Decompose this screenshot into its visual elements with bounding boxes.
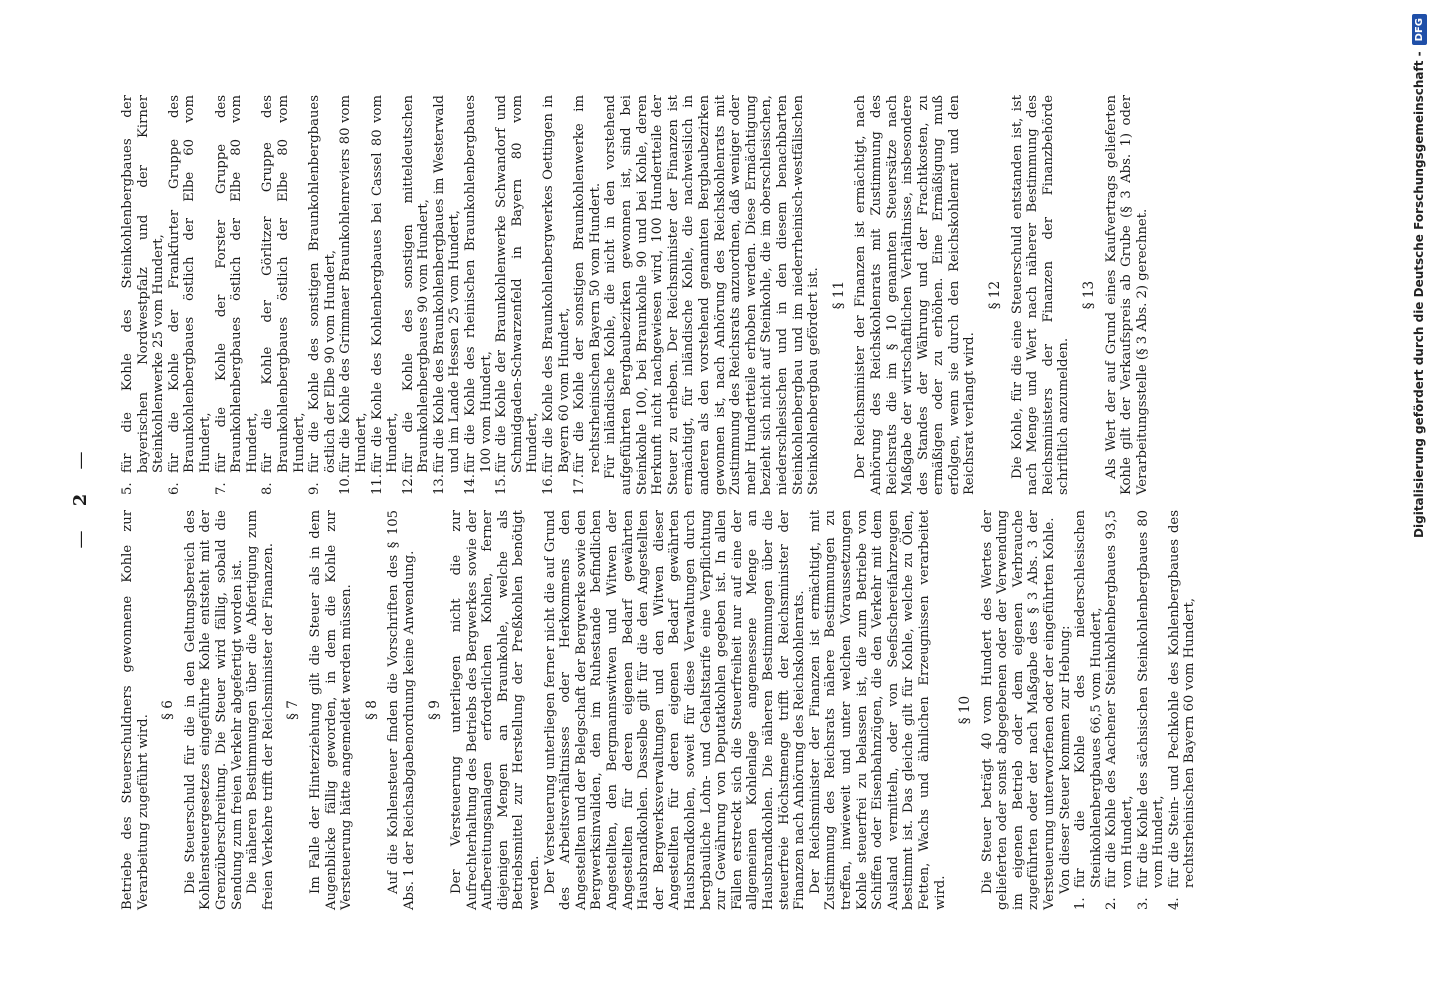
intro-paragraph: Betriebe des Steuerschuldners gewonnene Kohle zur Verarbeitung zugeführt wird.	[120, 510, 151, 910]
rate-list-right	[120, 95, 603, 495]
item-text: für die Kohle der Forster Gruppe des Braunkohlenbergbaues östlich der Elbe 80 vom Hundert,	[213, 95, 260, 473]
header-dash-right: —	[70, 451, 91, 470]
list-item	[1104, 510, 1135, 910]
item-number: 3.	[1135, 897, 1151, 910]
item-text: für die Kohle der Frankfurter Gruppe des Braunkohlenbergbaues östlich der Elbe 60 vom Hundert,	[166, 95, 213, 473]
section-9-para-3: Der Reichsminister der Finanzen ist ermächtigt, mit Zustimmung des Reichsrats nähere Bestimmungen zu treffen, inwieweit und unter welchen Voraussetzungen Kohle steuerfrei zu belassen ist, die zum Betriebe von Schiffen oder Eisenbahnzügen, die den Verkehr mit dem Ausland vermitteln, oder von Seefischereifahrzeugen bestimmt ist. Das gleiche gilt für Kohle, welche zu Ölen, Fetten, Wachs und ähnlichen Erzeugnissen verarbeitet wird.	[807, 510, 948, 910]
section-11-heading: § 11	[830, 280, 847, 310]
list-item	[432, 95, 463, 495]
item-text: für die Stein- und Pechkohle des Kohlenbergbaues des rechtsrheinischen Bayern 60 vom Hundert,	[1166, 510, 1198, 888]
list-item	[167, 95, 214, 495]
list-item	[463, 95, 494, 495]
item-text: für die Kohle des niederschlesischen Steinkohlenbergbaues 66,5 vom Hundert,	[1073, 510, 1104, 888]
item-number: 5.	[120, 482, 135, 495]
item-text: für die Kohle des Steinkohlenbergbaues der bayerischen Nordwestpfalz und der Kirner Steinkohlenwerke 25 vom Hundert,	[120, 95, 167, 473]
page-number: 2	[70, 493, 91, 507]
section-7-para-1: Im Falle der Hinterziehung gilt die Steuer als in dem Augenblicke fällig geworden, in dem die Kohle zur Versteuerung hätte angemeldet werden müssen.	[307, 510, 355, 910]
section-11-para-1: Der Reichsminister der Finanzen ist ermächtigt, nach Anhörung des Reichskohlenrats mit Zustimmung des Reichsrats die im § 10 genannten Steuersätze nach Maßgabe der wirtschaftlichen Verhältnisse, insbesondere des Standes der Währung und der Frachtkosten, zu ermäßigen oder zu erhöhen. Eine Ermäßigung muß erfolgen, wenn sie durch den Reichskohlenrat und den Reichsrat verlangt wird.	[853, 95, 978, 495]
section-7-heading: § 7	[285, 700, 302, 720]
section-9-heading: § 9	[426, 700, 443, 720]
list-item	[1136, 510, 1167, 910]
section-10-para-2: Von dieser Steuer kommen zur Hebung:	[1057, 625, 1073, 894]
item-text: für die Kohle des Kohlenbergbaues bei Cassel 80 vom Hundert,	[369, 95, 401, 473]
paragraph-after-list: Für inländische Kohle, die nicht in den vorstehend aufgeführten Bergbaubezirken gewonnen ist, sind bei Steinkohle 100, bei Braunkohle 90 und bei Kohle, deren Herkunft nicht nachgewiesen wird, 100 Hundertteile der Steuer zu erheben. Der Reichsminister der Finanzen ist ermächtigt, für inländische Kohle, die nachweislich in anderen als den vorstehend genannten Bergbaubezirken gewonnen ist, nach Anhörung des Reichskohlenrats mit Zustimmung des Reichsrats anzuordnen, daß weniger oder mehr Hundertteile erhoben werden. Diese Ermächtigung bezieht sich nicht auf Steinkohle, die im oberschlesischen, niederschlesischen und in den diesem benachbarten Steinkohlenbergbau und im niederrheinisch-westfälischen Steinkohlenbergbau gefördert ist.	[603, 95, 822, 495]
item-number: 14.	[463, 474, 479, 495]
item-number: 1.	[1073, 897, 1089, 910]
page-header	[70, 0, 100, 1000]
item-text: für die Kohle des rheinischen Braunkohlenbergbaues 100 vom Hundert,	[463, 95, 494, 473]
list-item	[338, 95, 369, 495]
list-item	[120, 95, 167, 495]
item-text: für die Kohle des sonstigen mitteldeutschen Braunkohlenbergbaues 90 vom Hundert,	[400, 95, 432, 473]
item-number: 10.	[338, 474, 354, 495]
item-number: 12.	[400, 474, 416, 495]
section-12-para-1: Die Kohle, für die eine Steuerschuld entstanden ist, ist nach Menge und Wert nach näherer Bestimmung des Reichsministers der Finanzen der Finanzbehörde schriftlich anzumelden.	[1009, 95, 1072, 495]
list-item	[541, 95, 572, 495]
list-item	[214, 95, 261, 495]
section-10-para-1: Die Steuer beträgt 40 vom Hundert des Wertes der gelieferten oder sonst abgegebenen oder der Verwendung im eigenen Betrieb oder dem eigenen Verbrauche zugeführten oder der nach Maßgabe des § 3 Abs. 3 der Versteuerung unterworfenen oder der eingeführten Kohle.	[979, 510, 1058, 910]
rate-list-left	[1073, 510, 1198, 910]
header-dash-left: —	[70, 530, 91, 549]
item-text: für die Kohle des sächsischen Steinkohlenbergbaues 80 vom Hundert,	[1135, 510, 1167, 888]
section-6-para-2: Die näheren Bestimmungen über die Abfertigung zum freien Verkehre trifft der Reichsminister der Finanzen.	[245, 510, 276, 910]
item-text: für die Kohle des Braunkohlenbergbaues im Westerwald und im Lande Hessen 25 vom Hundert,	[431, 95, 463, 473]
section-8-para-1: Auf die Kohlensteuer finden die Vorschriften des § 105 Abs. 1 der Reichsabgabenordnung keine Anwendung.	[386, 510, 417, 910]
item-number: 11.	[369, 474, 385, 495]
item-number: 4.	[1166, 897, 1182, 910]
right-column	[120, 95, 1150, 495]
section-13-heading: § 13	[1081, 280, 1098, 310]
list-item	[1167, 510, 1198, 910]
list-item	[1073, 510, 1104, 910]
section-12-heading: § 12	[987, 280, 1004, 310]
item-text: für die Kohle der sonstigen Braunkohlenwerke im rechtsrheinischen Bayern 50 vom Hundert.	[572, 95, 603, 473]
item-text: für die Kohle des sonstigen Braunkohlenbergbaues östlich der Elbe 90 vom Hundert,	[307, 95, 338, 473]
section-13-para-1: Als Wert der auf Grund eines Kaufvertrags gelieferten Kohle gilt der Verkaufspreis ab Grube (§ 3 Abs. 1) oder Verarbeitungsstelle (§ 3 Abs. 2) gerechnet.	[1103, 95, 1150, 495]
digitization-credit	[1406, 0, 1432, 1000]
list-item	[494, 95, 541, 495]
list-item	[572, 95, 603, 495]
section-6-heading: § 6	[160, 700, 177, 720]
item-number: 13.	[431, 474, 447, 495]
item-number: 8.	[260, 482, 276, 495]
item-number: 7.	[213, 482, 229, 495]
left-column	[120, 510, 1198, 910]
item-number: 15.	[494, 474, 510, 495]
item-text: für die Kohle des Aachener Steinkohlenbergbaues 93,5 vom Hundert,	[1104, 510, 1136, 888]
list-item	[260, 95, 307, 495]
item-number: 17.	[572, 474, 588, 495]
item-number: 6.	[166, 482, 182, 495]
item-text: für die Kohle der Braunkohlenwerke Schwandorf und Schmidgaden-Schwarzenfeld in Bayern 80 vom Hundert,	[494, 95, 541, 473]
item-number: 9.	[307, 482, 323, 495]
list-item	[370, 95, 401, 495]
section-9-para-1: Der Versteuerung unterliegen nicht die zur Aufrechterhaltung des Betriebs des Bergwerkes sowie der Aufbereitungsanlagen erforderlichen Kohlen, ferner diejenigen Mengen an Braunkohle, welche als Betriebsmittel zur Herstellung der Preßkohlen benötigt werden.	[449, 510, 543, 910]
item-number: 16.	[541, 474, 557, 495]
section-9-para-2: Der Versteuerung unterliegen ferner nicht die auf Grund des Arbeitsverhältnisses oder Herkommens den Angestellten und der Belegschaft der Bergwerke sowie den Bergwerksinvaliden, den im Ruhestande befindlichen Angestellten, den Bergmannswitwen und Witwen der Angestellten für deren eigenen Bedarf gewährten Hausbrandkohlen. Dasselbe gilt für die den Angestellten der Bergwerksverwaltungen und den Witwen dieser Angestellten für deren eigenen Bedarf gewährten Hausbrandkohlen, soweit für diese Verwaltungen durch bergbauliche Lohn- und Gehaltstarife eine Verpflichtung zur Gewährung von Deputatkohlen gegeben ist. In allen Fällen erstreckt sich die Steuerfreiheit nur auf eine der allgemeinen Kohlenlage angemessene Menge an Hausbrandkohlen. Die näheren Bestimmungen über die steuerfreie Höchstmenge trifft der Reichsminister der Finanzen nach Anhörung des Reichskohlenrats.	[542, 510, 808, 910]
list-item	[307, 95, 338, 495]
item-text: für die Kohle des Braunkohlenbergwerkes Oettingen in Bayern 60 vom Hundert,	[541, 95, 572, 473]
item-text: für die Kohle des Grimmaer Braunkohlenreviers 80 vom Hundert,	[338, 95, 369, 473]
credit-text: Digitalisierung gefördert durch die Deutsche Forschungsgemeinschaft -	[1412, 51, 1426, 538]
item-text: für die Kohle der Görlitzer Gruppe des Braunkohlenbergbaues östlich der Elbe 80 vom Hundert,	[260, 95, 307, 473]
dfg-logo: DFG	[1412, 14, 1427, 45]
list-item	[401, 95, 432, 495]
section-10-heading: § 10	[957, 695, 974, 725]
section-8-heading: § 8	[363, 700, 380, 720]
section-6-para-1: Die Steuerschuld für die in den Geltungsbereich des Kohlensteuergesetzes eingeführte Kohle entsteht mit der Grenzüberschreitung. Die Steuer wird fällig, sobald die Sendung zum freien Verkehr abgefertigt worden ist.	[182, 510, 245, 910]
item-number: 2.	[1104, 897, 1120, 910]
